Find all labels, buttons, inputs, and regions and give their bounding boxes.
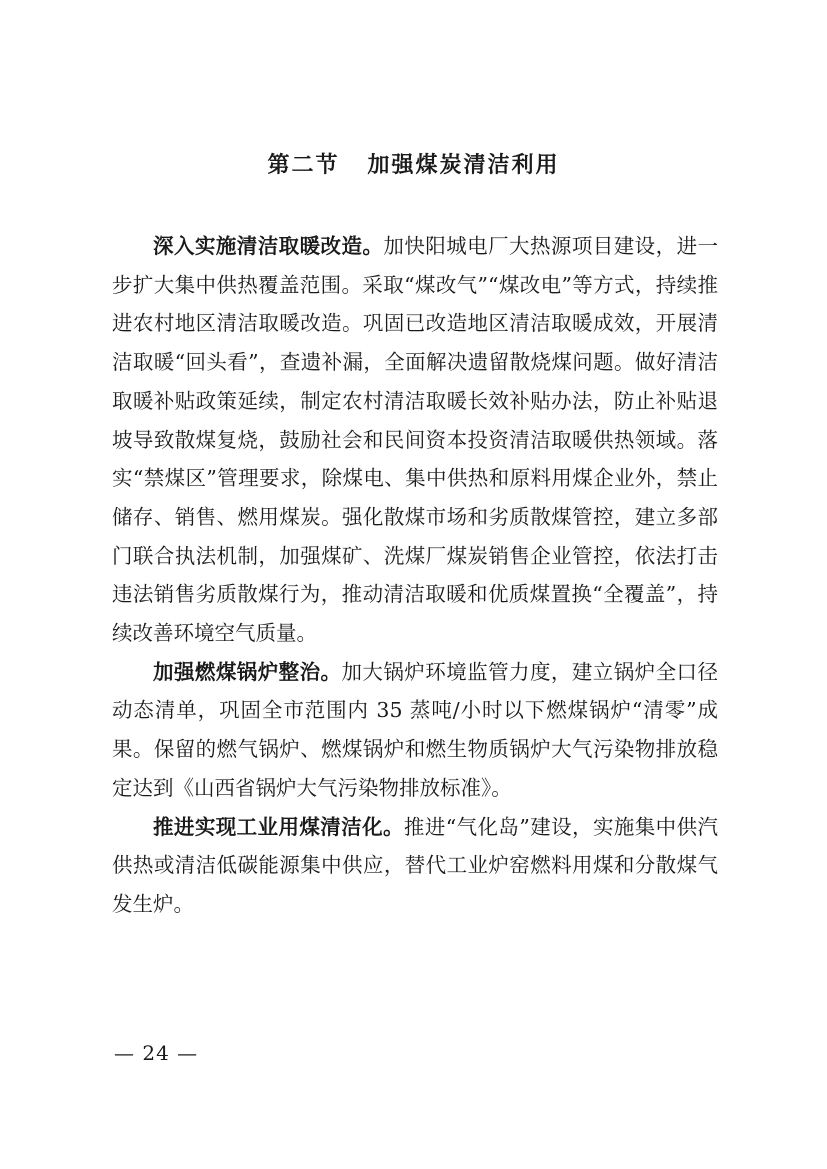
paragraph-text: 加快阳城电厂大热源项目建设，进一步扩大集中供热覆盖范围。采取“煤改气”“煤改电”等方式，持续推进农村地区清洁取暖改造。巩固已改造地区清洁取暖成效，开展清洁取暖“回头看”，查遗补漏，全面解决遗留散烧煤问题。做好清洁取暖补贴政策延续，制定农村清洁取暖长效补贴办法，防止补贴退坡导致散煤复烧，鼓励社会和民间资本投资清洁取暖供热领域。落实“禁煤区”管理要求，除煤电、集中供热和原料用煤企业外，禁止储存、销售、燃用煤炭。强化散煤市场和劣质散煤管控，建立多部门联合执法机制，加强煤矿、洗煤厂煤炭销售企业管控，依法打击违法销售劣质散煤行为，推动清洁取暖和优质煤置换“全覆盖”，持续改善环境空气质量。 [112, 234, 719, 646]
paragraph-text: 加大锅炉环境监管力度，建立锅炉全口径动态清单，巩固全市范围内 35 蒸吨/小时以下燃煤锅炉“清零”成果。保留的燃气锅炉、燃煤锅炉和燃生物质锅炉大气污染物排放稳定达到《山西省锅炉大气污染物排放标准》。 [112, 659, 719, 800]
paragraph-lead: 推进实现工业用煤清洁化。 [153, 814, 404, 839]
paragraph-coal-boiler [112, 653, 718, 808]
paragraph-lead: 加强燃煤锅炉整治。 [153, 659, 342, 684]
page-number: — 24 — [114, 1041, 199, 1065]
section-heading: 加强煤炭清洁利用 [367, 152, 560, 178]
paragraph-text: 推进“气化岛”建设，实施集中供汽供热或清洁低碳能源集中供应，替代工业炉窑燃料用煤和分散煤气发生炉。 [112, 814, 718, 916]
paragraph-industrial-coal [112, 808, 718, 924]
paragraph-clean-heating [112, 227, 718, 653]
paragraph-lead: 深入实施清洁取暖改造。 [153, 234, 384, 258]
document-body [112, 227, 718, 924]
section-number: 第二节 [267, 152, 340, 178]
section-title [0, 148, 827, 179]
